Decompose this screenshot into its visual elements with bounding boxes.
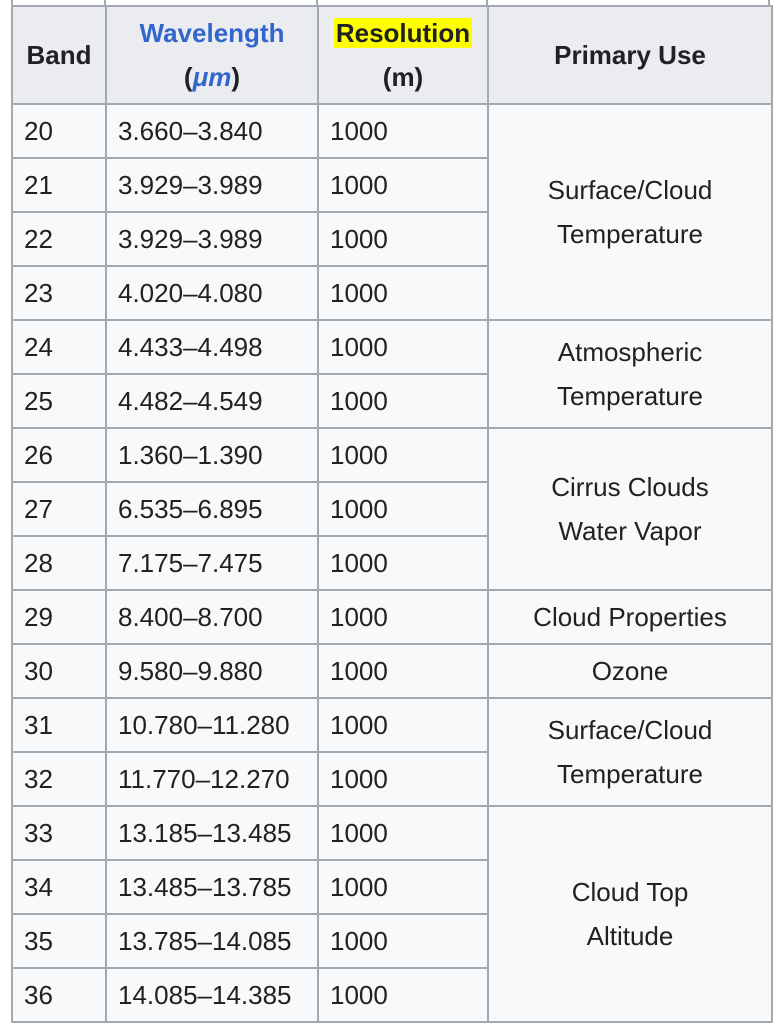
resolution-cell: 1000 [318, 914, 488, 968]
wavelength-cell: 4.020–4.080 [106, 266, 318, 320]
wavelength-cell: 10.780–11.280 [106, 698, 318, 752]
primary-use-cell: Cloud Properties [488, 590, 772, 644]
wavelength-cell: 14.085–14.385 [106, 968, 318, 1022]
wavelength-unit-open: ( [183, 62, 193, 92]
primary-use-line: Temperature [557, 381, 703, 411]
resolution-cell: 1000 [318, 860, 488, 914]
primary-use-line: Surface/Cloud [547, 715, 713, 745]
band-cell: 25 [12, 374, 106, 428]
wavelength-cell: 4.433–4.498 [106, 320, 318, 374]
band-cell: 20 [12, 104, 106, 158]
header-row [12, 6, 772, 104]
wavelength-cell: 13.785–14.085 [106, 914, 318, 968]
primary-use-line: Water Vapor [558, 516, 702, 546]
resolution-cell: 1000 [318, 212, 488, 266]
wavelength-cell: 3.660–3.840 [106, 104, 318, 158]
primary-use-line: Temperature [557, 219, 703, 249]
band-cell: 34 [12, 860, 106, 914]
band-cell: 36 [12, 968, 106, 1022]
header-resolution [318, 6, 488, 104]
band-cell: 27 [12, 482, 106, 536]
wavelength-cell: 4.482–4.549 [106, 374, 318, 428]
primary-use-cell: Ozone [488, 644, 772, 698]
primary-use-line: Altitude [586, 921, 674, 951]
table-row [12, 428, 772, 482]
wavelength-link[interactable]: Wavelength [139, 18, 285, 48]
resolution-cell: 1000 [318, 644, 488, 698]
table-row [12, 104, 772, 158]
band-cell: 24 [12, 320, 106, 374]
resolution-cell: 1000 [318, 698, 488, 752]
band-cell: 31 [12, 698, 106, 752]
wavelength-cell: 13.485–13.785 [106, 860, 318, 914]
resolution-cell: 1000 [318, 968, 488, 1022]
resolution-cell: 1000 [318, 752, 488, 806]
band-cell: 22 [12, 212, 106, 266]
table-row [12, 590, 772, 644]
table-row [12, 644, 772, 698]
band-cell: 35 [12, 914, 106, 968]
bands-table [11, 5, 773, 1023]
primary-use-line: Surface/Cloud [547, 175, 713, 205]
resolution-cell: 1000 [318, 536, 488, 590]
resolution-cell: 1000 [318, 482, 488, 536]
band-cell: 23 [12, 266, 106, 320]
resolution-cell: 1000 [318, 806, 488, 860]
wavelength-cell: 6.535–6.895 [106, 482, 318, 536]
primary-use-cell [488, 104, 772, 320]
band-cell: 26 [12, 428, 106, 482]
header-band: Band [12, 6, 106, 104]
resolution-cell: 1000 [318, 590, 488, 644]
resolution-cell: 1000 [318, 428, 488, 482]
band-cell: 32 [12, 752, 106, 806]
wavelength-cell: 3.929–3.989 [106, 212, 318, 266]
wavelength-cell: 7.175–7.475 [106, 536, 318, 590]
resolution-cell: 1000 [318, 320, 488, 374]
primary-use-cell [488, 428, 772, 590]
micrometre-link[interactable]: μm [192, 62, 232, 92]
band-cell: 28 [12, 536, 106, 590]
wavelength-cell: 3.929–3.989 [106, 158, 318, 212]
table-row [12, 320, 772, 374]
resolution-cell: 1000 [318, 158, 488, 212]
band-cell: 30 [12, 644, 106, 698]
wavelength-unit-close: ) [231, 62, 241, 92]
table-row [12, 698, 772, 752]
primary-use-cell [488, 806, 772, 1022]
primary-use-line: Cloud Top [571, 877, 689, 907]
resolution-highlighted-label: Resolution [335, 18, 471, 48]
primary-use-cell [488, 320, 772, 428]
resolution-cell: 1000 [318, 104, 488, 158]
wavelength-cell: 1.360–1.390 [106, 428, 318, 482]
resolution-cell: 1000 [318, 374, 488, 428]
wavelength-cell: 9.580–9.880 [106, 644, 318, 698]
primary-use-line: Atmospheric [557, 337, 703, 367]
resolution-cell: 1000 [318, 266, 488, 320]
header-primary-use: Primary Use [488, 6, 772, 104]
band-cell: 21 [12, 158, 106, 212]
band-cell: 29 [12, 590, 106, 644]
resolution-unit: (m) [382, 62, 424, 92]
wavelength-cell: 8.400–8.700 [106, 590, 318, 644]
wavelength-cell: 13.185–13.485 [106, 806, 318, 860]
wavelength-cell: 11.770–12.270 [106, 752, 318, 806]
header-wavelength [106, 6, 318, 104]
primary-use-line: Temperature [557, 759, 703, 789]
primary-use-line: Cirrus Clouds [551, 472, 709, 502]
table-row [12, 806, 772, 860]
band-cell: 33 [12, 806, 106, 860]
primary-use-cell [488, 698, 772, 806]
